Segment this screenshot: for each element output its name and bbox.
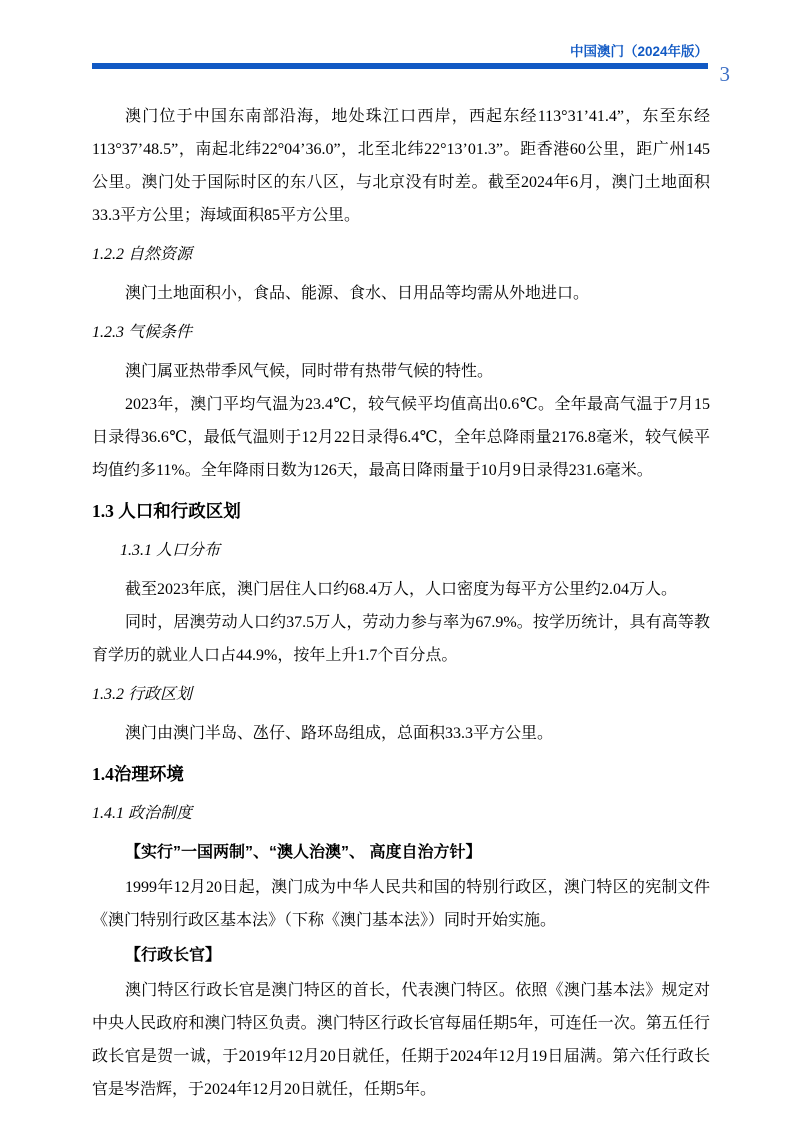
subsection-heading: 1.4.1 政治制度: [92, 805, 193, 822]
header-title: 中国澳门（2024年版）: [569, 44, 708, 59]
paragraph: 2023年，澳门平均气温为23.4℃，较气候平均值高出0.6℃。全年最高气温于7月15日录得36.6℃，最低气温则于12月22日录得6.4℃，全年总降雨量2176.8毫米，较气候平均值约多11%。全年降雨日数为126天，最高日降雨量于10月9日录得231.6毫米。: [92, 396, 710, 479]
paragraph: 澳门位于中国东南部沿海，地处珠江口西岸，西起东经113°31’41.4”，东至东经113°37’48.5”，南起北纬22°04’36.0”，北至北纬22°13’01.3”。距香港60公里，距广州145公里。澳门处于国际时区的东八区，与北京没有时差。截至2024年6月，澳门土地面积33.3平方公里；海域面积85平方公里。: [92, 108, 710, 224]
subsection-heading: 1.2.2 自然资源: [92, 246, 193, 263]
paragraph: 截至2023年底，澳门居住人口约68.4万人，人口密度为每平方公里约2.04万人。: [125, 581, 678, 598]
paragraph: 同时，居澳劳动人口约37.5万人，劳动力参与率为67.9%。按学历统计，具有高等教育学历的就业人口占44.9%，按年上升1.7个百分点。: [92, 614, 710, 664]
subsection-heading: 1.2.3 气候条件: [92, 324, 193, 341]
paragraph: 澳门由澳门半岛、氹仔、路环岛组成，总面积33.3平方公里。: [125, 725, 554, 742]
paragraph: 澳门特区行政长官是澳门特区的首长，代表澳门特区。依照《澳门基本法》规定对中央人民政府和澳门特区负责。澳门特区行政长官每届任期5年，可连任一次。第五任行政长官是贺一诚，于2019年12月20日就任，任期于2024年12月19日届满。第六任行政长官是岑浩辉，于2024年12月20日就任，任期5年。: [92, 982, 710, 1098]
paragraph: 澳门土地面积小，食品、能源、食水、日用品等均需从外地进口。: [125, 285, 590, 302]
page-number: 3: [719, 62, 730, 86]
section-heading: 1.3 人口和行政区划: [92, 501, 241, 521]
subsection-heading: 1.3.1 人口分布: [120, 542, 221, 559]
bracket-heading: 【实行”一国两制”、“澳人治澳”、 高度自治方针】: [125, 844, 482, 861]
bracket-heading: 【行政长官】: [125, 947, 222, 964]
header-rule: [92, 63, 708, 69]
subsection-heading: 1.3.2 行政区划: [92, 686, 193, 703]
page-header: [92, 44, 708, 69]
section-heading: 1.4治理环境: [92, 764, 184, 784]
paragraph: 澳门属亚热带季风气候，同时带有热带气候的特性。: [125, 363, 494, 380]
paragraph: 1999年12月20日起，澳门成为中华人民共和国的特别行政区，澳门特区的宪制文件《澳门特别行政区基本法》（下称《澳门基本法》）同时开始实施。: [92, 879, 710, 929]
document-body: [92, 100, 710, 1106]
